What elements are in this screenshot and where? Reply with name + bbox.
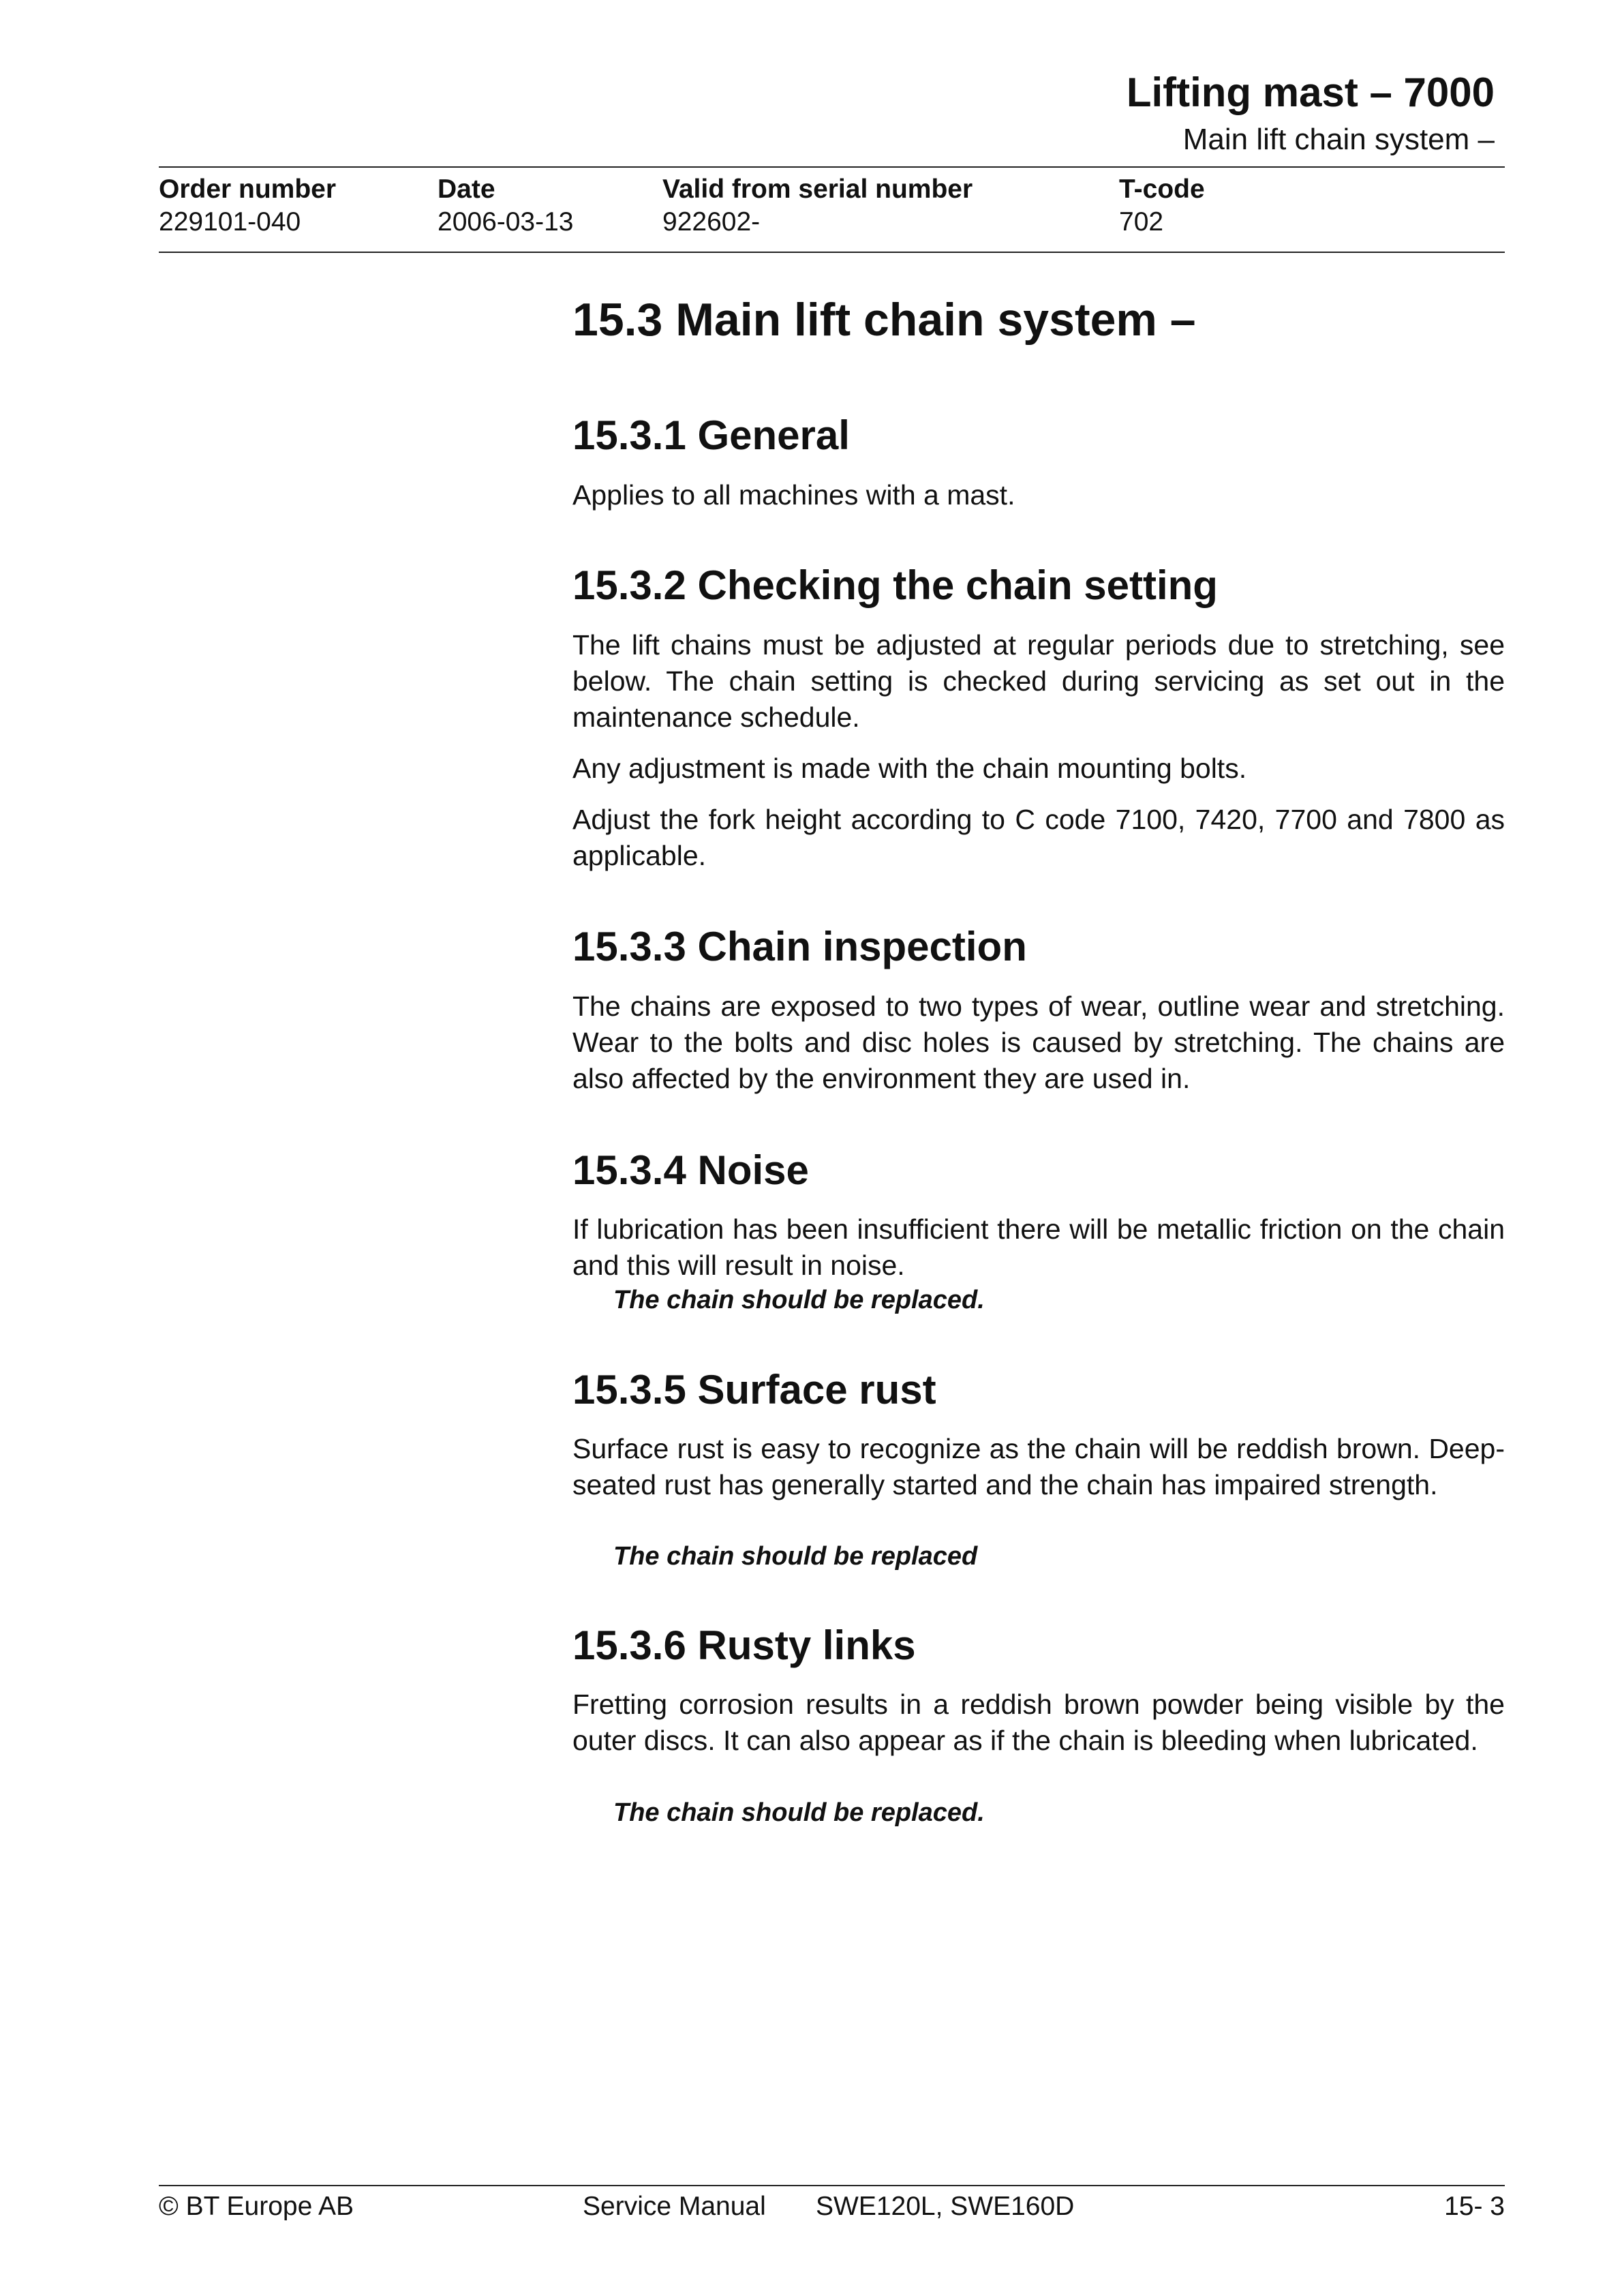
serial-value: 922602- <box>662 207 761 237</box>
subsection-noise-note: The chain should be replaced. <box>613 1286 985 1314</box>
subsection-rusty-links-title: 15.3.6 Rusty links <box>572 1622 916 1668</box>
subsection-noise-title: 15.3.4 Noise <box>572 1147 809 1193</box>
subsection-chain-inspection-title: 15.3.3 Chain inspection <box>572 924 1027 969</box>
subsection-chain-setting-text-3: Adjust the fork height according to C code 7100, 7420, 7700 and 7800 as applicable. <box>572 804 1505 871</box>
document-subtitle: Main lift chain system – <box>1182 123 1495 156</box>
subsection-general-title: 15.3.1 General <box>572 412 850 458</box>
subsection-rusty-links-note: The chain should be replaced. <box>613 1798 985 1827</box>
tcode-value: 702 <box>1119 207 1164 237</box>
subsection-surface-rust-title: 15.3.5 Surface rust <box>572 1367 936 1413</box>
date-label: Date <box>438 175 495 204</box>
document-title: Lifting mast – 7000 <box>1126 70 1495 115</box>
subsection-chain-setting-text-1: The lift chains must be adjusted at regular periods due to stretching, see below. The chain setting is checked during servicing as set out in the maintenance schedule. <box>572 629 1505 733</box>
subsection-chain-inspection-text: The chains are exposed to two types of wear, outline wear and stretching. Wear to the bolts and disc holes is caused by stretching. The chains are also affected by the environment they are used in. <box>572 991 1505 1094</box>
header-top-divider <box>159 166 1505 168</box>
order-number-label: Order number <box>159 175 337 204</box>
subsection-chain-setting-title: 15.3.2 Checking the chain setting <box>572 562 1218 608</box>
footer-divider <box>159 2185 1505 2186</box>
subsection-chain-setting-text-2: Any adjustment is made with the chain mounting bolts. <box>572 753 1247 784</box>
footer-models: SWE120L, SWE160D <box>816 2192 1075 2221</box>
serial-label: Valid from serial number <box>662 175 973 204</box>
footer-copyright: © BT Europe AB <box>159 2192 354 2221</box>
subsection-surface-rust-text: Surface rust is easy to recognize as the chain will be reddish brown. Deep-seated rust has generally started and the chain has impaired strength. <box>572 1433 1505 1500</box>
header-bottom-divider <box>159 252 1505 253</box>
subsection-surface-rust-note: The chain should be replaced <box>613 1542 978 1571</box>
section-title: 15.3 Main lift chain system – <box>572 294 1196 346</box>
footer-page-number: 15- 3 <box>1444 2192 1505 2221</box>
subsection-noise-text: If lubrication has been insufficient there will be metallic friction on the chain and this will result in noise. <box>572 1213 1505 1281</box>
tcode-label: T-code <box>1119 175 1205 204</box>
date-value: 2006-03-13 <box>438 207 574 237</box>
footer-manual: Service Manual <box>583 2192 766 2221</box>
order-number-value: 229101-040 <box>159 207 301 237</box>
subsection-general-text: Applies to all machines with a mast. <box>572 479 1015 511</box>
subsection-rusty-links-text: Fretting corrosion results in a reddish brown powder being visible by the outer discs. It can also appear as if the chain is bleeding when lubricated. <box>572 1689 1505 1756</box>
